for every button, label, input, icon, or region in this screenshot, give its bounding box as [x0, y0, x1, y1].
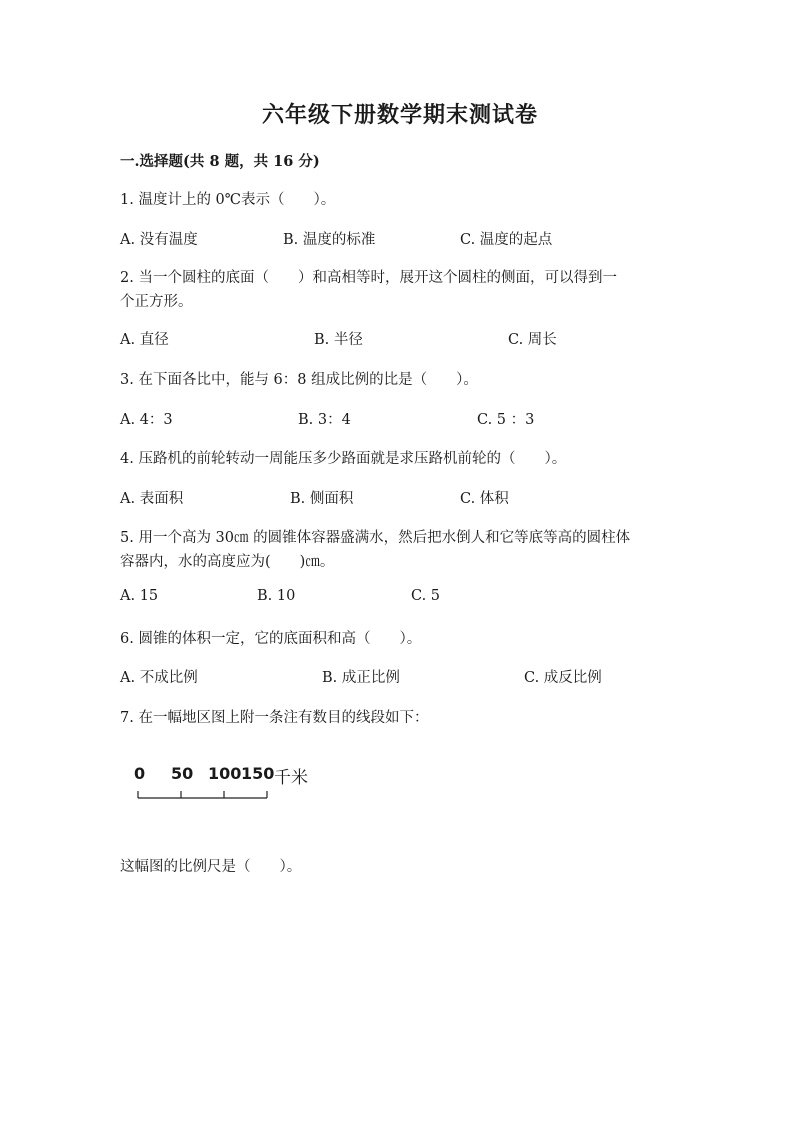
section-heading: 一.选择题(共 8 题，共 16 分) [120, 153, 320, 170]
question-1-option-b: B. 温度的标准 [283, 232, 376, 248]
scale-bar-line [137, 788, 269, 800]
question-2-option-c: C. 周长 [508, 332, 557, 348]
question-3-option-b: B. 3：4 [298, 412, 351, 428]
question-4-option-b: B. 侧面积 [290, 491, 354, 507]
question-5-option-a: A. 15 [120, 588, 159, 604]
question-2-option-a: A. 直径 [120, 332, 169, 348]
question-5-text-line-2: 容器内，水的高度应为( )㎝。 [120, 554, 335, 570]
scale-label-0: 0 [134, 764, 146, 783]
question-4-text: 4. 压路机的前轮转动一周能压多少路面就是求压路机前轮的（ ）。 [120, 451, 567, 467]
question-5-option-b: B. 10 [257, 588, 296, 604]
question-3-option-a: A. 4：3 [120, 412, 173, 428]
question-6-option-a: A. 不成比例 [120, 670, 198, 686]
scale-label-150: 150 [241, 764, 275, 783]
question-3-option-c: C. 5 ：3 [477, 412, 535, 428]
scale-label-50: 50 [171, 764, 194, 783]
question-6-option-c: C. 成反比例 [524, 670, 602, 686]
scale-unit-label: 千米 [274, 768, 308, 788]
page-title: 六年级下册数学期末测试卷 [261, 102, 538, 128]
scale-bar-figure [134, 764, 334, 804]
question-1-option-a: A. 没有温度 [120, 232, 198, 248]
question-3-text: 3. 在下面各比中，能与 6：8 组成比例的比是（ ）。 [120, 372, 478, 388]
question-2-text-line-1: 2. 当一个圆柱的底面（ ）和高相等时，展开这个圆柱的侧面，可以得到一 [120, 270, 617, 286]
question-6-text: 6. 圆锥的体积一定，它的底面积和高（ ）。 [120, 631, 422, 647]
question-6-option-b: B. 成正比例 [322, 670, 400, 686]
scale-label-100: 100 [208, 764, 242, 783]
question-1-option-c: C. 温度的起点 [460, 232, 553, 248]
question-4-option-a: A. 表面积 [120, 491, 184, 507]
question-2-text-line-2: 个正方形。 [120, 294, 193, 310]
question-7-text: 7. 在一幅地区图上附一条注有数目的线段如下： [120, 710, 429, 726]
question-1-text: 1. 温度计上的 0℃表示（ ）。 [120, 192, 336, 208]
question-4-option-c: C. 体积 [460, 491, 509, 507]
question-2-option-b: B. 半径 [314, 332, 363, 348]
question-5-option-c: C. 5 [411, 588, 441, 604]
question-7-followup: 这幅图的比例尺是（ ）。 [120, 859, 302, 875]
question-5-text-line-1: 5. 用一个高为 30㎝ 的圆锥体容器盛满水，然后把水倒人和它等底等高的圆柱体 [120, 530, 631, 546]
